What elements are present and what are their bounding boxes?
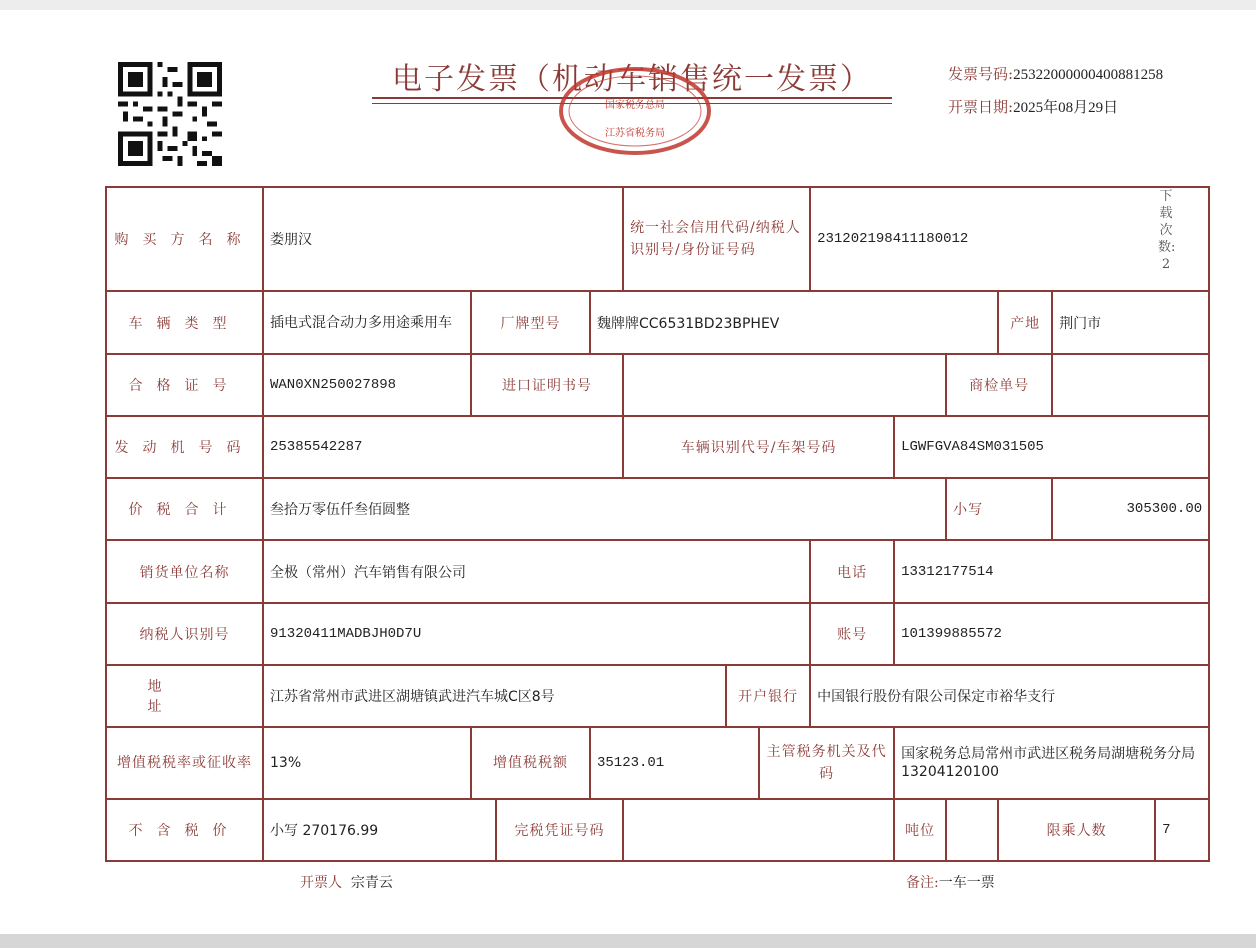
vat-amount-value: 35123.01 [590, 727, 759, 799]
import-cert-label: 进口证明书号 [471, 354, 623, 416]
account-value: 101399885572 [894, 603, 1209, 665]
tonnage-value [946, 799, 998, 861]
total-label: 价税合计 [106, 478, 263, 540]
cert-label: 合格证号 [106, 354, 263, 416]
issuer [300, 872, 393, 892]
qr-code-icon [117, 62, 223, 166]
issuer-value: 宗青云 [350, 875, 393, 891]
inspection-value [1052, 354, 1209, 416]
vin-value: LGWFGVA84SM031505 [894, 416, 1209, 478]
origin-label: 产地 [998, 291, 1052, 354]
issue-date [948, 96, 1118, 117]
brand-model-label: 厂牌型号 [471, 291, 590, 354]
bank-value: 中国银行股份有限公司保定市裕华支行 [810, 665, 1209, 727]
download-count: 下载次数: 2 [1158, 189, 1176, 272]
seats-value: 7 [1155, 799, 1209, 861]
issuer-label: 开票人 [300, 875, 342, 891]
tax-office-value: 国家税务总局常州市武进区税务局湖塘税务分局13204120100 [894, 727, 1209, 799]
pretax-label: 不含税价 [106, 799, 263, 861]
credit-code-value: 231202198411180012 [810, 187, 1209, 291]
invoice-table [105, 186, 1210, 862]
remark-label: 备注: [906, 875, 939, 891]
tax-paid-label: 完税凭证号码 [496, 799, 623, 861]
phone-label: 电话 [810, 540, 894, 603]
tax-paid-value [623, 799, 894, 861]
engine-value: 25385542287 [263, 416, 623, 478]
total-words: 叁拾万零伍仟叁佰圆整 [263, 478, 946, 540]
seats-label: 限乘人数 [998, 799, 1155, 861]
engine-label: 发动机号码 [106, 416, 263, 478]
vat-rate-label: 增值税税率或征收率 [106, 727, 263, 799]
import-cert-value [623, 354, 946, 416]
brand-model-value: 魏牌牌CC6531BD23BPHEV [590, 291, 998, 354]
invoice-number-value: 25322000000400881258 [1013, 67, 1164, 83]
origin-value: 荆门市 [1052, 291, 1209, 354]
tonnage-label: 吨位 [894, 799, 946, 861]
phone-value: 13312177514 [894, 540, 1209, 603]
inspection-label: 商检单号 [946, 354, 1052, 416]
buyer-label: 购买方名称 [106, 187, 263, 291]
buyer-value: 娄朋汉 [263, 187, 623, 291]
taxpayer-label: 纳税人识别号 [106, 603, 263, 665]
top-bar [0, 0, 1256, 10]
seller-label: 销货单位名称 [106, 540, 263, 603]
seal-text-top: 国家税务总局 [605, 100, 665, 111]
total-amount: 305300.00 [1052, 478, 1209, 540]
vehicle-type-value: 插电式混合动力多用途乘用车 [263, 291, 471, 354]
vin-label: 车辆识别代号/车架号码 [623, 416, 894, 478]
invoice-number-label: 发票号码: [948, 65, 1014, 83]
seller-value: 全极（常州）汽车销售有限公司 [263, 540, 810, 603]
account-label: 账号 [810, 603, 894, 665]
official-seal-icon [558, 66, 712, 156]
bottom-bar [0, 934, 1256, 948]
remark-value: 一车一票 [938, 875, 995, 891]
address-value: 江苏省常州市武进区湖塘镇武进汽车城C区8号 [263, 665, 726, 727]
issue-date-value: 2025年08月29日 [1013, 100, 1119, 116]
vat-amount-label: 增值税税额 [471, 727, 590, 799]
remark [906, 872, 995, 892]
vat-rate-value: 13% [263, 727, 471, 799]
address-label: 地址 [106, 665, 263, 727]
cert-value: WAN0XN250027898 [263, 354, 471, 416]
seal-text-bottom: 江苏省税务局 [605, 128, 665, 139]
taxpayer-value: 91320411MADBJH0D7U [263, 603, 810, 665]
invoice-title: 电子发票（机动车销售统一发票） [392, 62, 872, 97]
total-small-label: 小写 [946, 478, 1052, 540]
issue-date-label: 开票日期: [948, 98, 1014, 116]
credit-code-label: 统一社会信用代码/纳税人识别号/身份证号码 [623, 187, 810, 291]
bank-label: 开户银行 [726, 665, 810, 727]
vehicle-type-label: 车辆类型 [106, 291, 263, 354]
tax-office-label: 主管税务机关及代码 [759, 727, 894, 799]
invoice-number [948, 63, 1163, 84]
pretax-value: 小写 270176.99 [263, 799, 496, 861]
